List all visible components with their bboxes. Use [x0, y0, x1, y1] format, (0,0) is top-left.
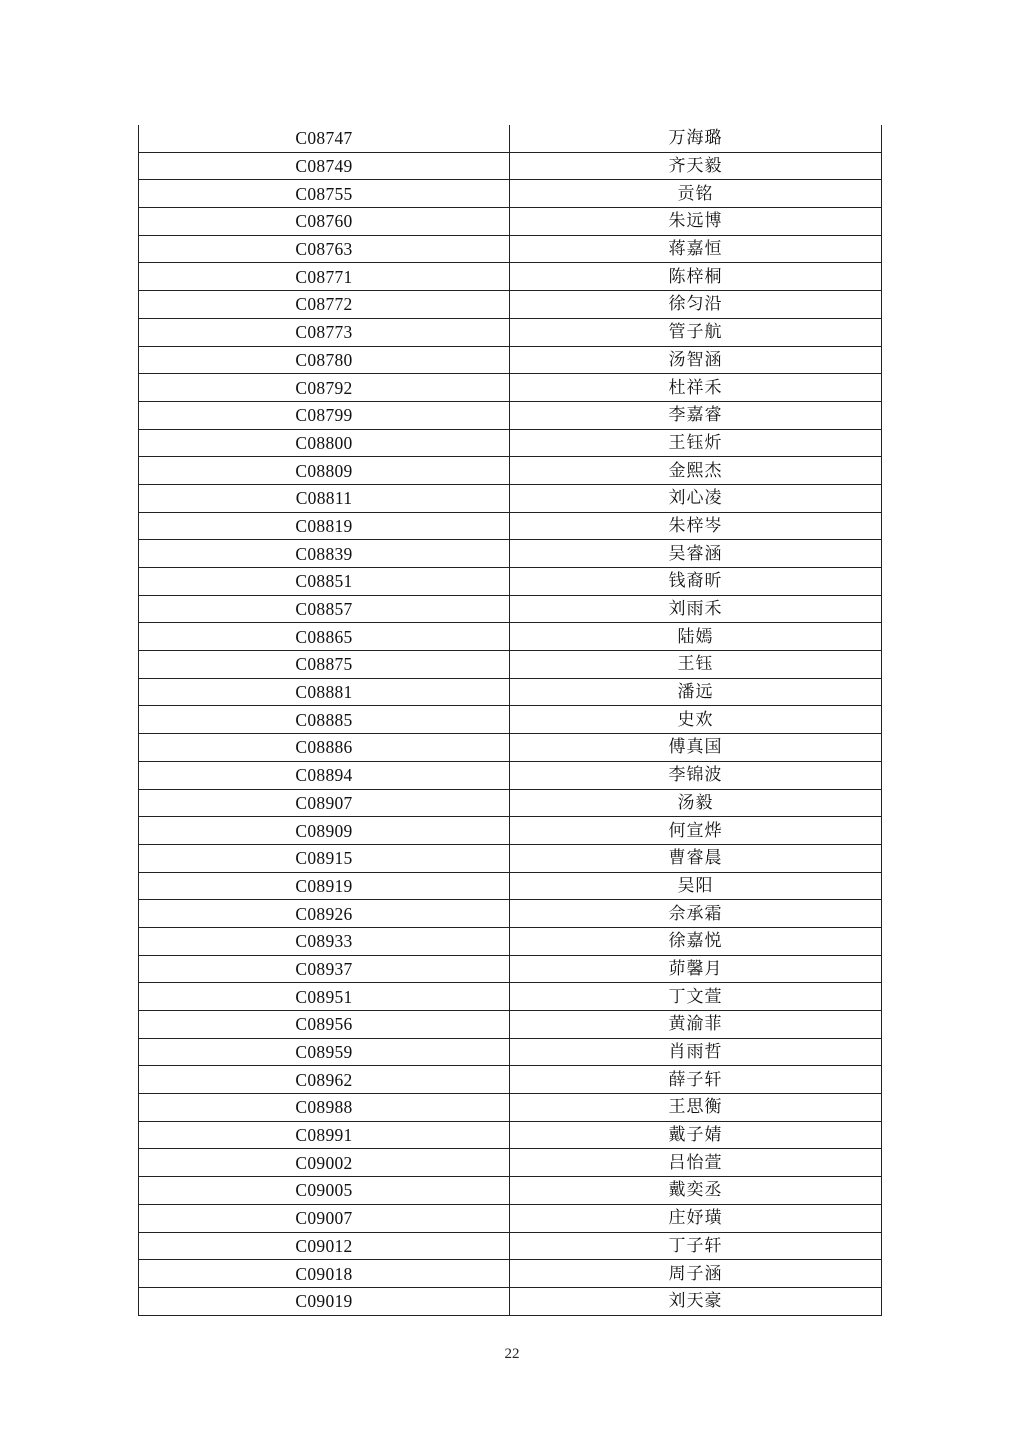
table-row: [139, 318, 882, 346]
student-id-cell: C08991: [139, 1121, 510, 1149]
student-name-cell: 蒋嘉恒: [510, 235, 882, 263]
student-id-cell: C08956: [139, 1011, 510, 1039]
table-row: [139, 540, 882, 568]
student-name-cell: 徐匀沿: [510, 291, 882, 319]
student-name-cell: 茆馨月: [510, 955, 882, 983]
student-id-cell: C08875: [139, 651, 510, 679]
student-id-cell: C09019: [139, 1287, 510, 1315]
student-name-cell: 李嘉睿: [510, 401, 882, 429]
student-name-cell: 万海璐: [510, 125, 882, 152]
student-id-cell: C08763: [139, 235, 510, 263]
student-name-cell: 肖雨哲: [510, 1038, 882, 1066]
student-name-cell: 汤智涵: [510, 346, 882, 374]
student-name-cell: 刘雨禾: [510, 595, 882, 623]
student-id-cell: C08760: [139, 208, 510, 236]
table-row: [139, 1204, 882, 1232]
table-row: [139, 761, 882, 789]
roster-table: [138, 125, 882, 1316]
student-name-cell: 傅真国: [510, 734, 882, 762]
table-row: [139, 955, 882, 983]
student-name-cell: 薛子轩: [510, 1066, 882, 1094]
table-row: [139, 706, 882, 734]
student-id-cell: C09018: [139, 1260, 510, 1288]
student-name-cell: 丁文萱: [510, 983, 882, 1011]
student-id-cell: C08885: [139, 706, 510, 734]
student-id-cell: C08839: [139, 540, 510, 568]
table-row: [139, 180, 882, 208]
student-id-cell: C08780: [139, 346, 510, 374]
student-name-cell: 汤毅: [510, 789, 882, 817]
student-id-cell: C08894: [139, 761, 510, 789]
table-row: [139, 263, 882, 291]
table-row: [139, 623, 882, 651]
roster-table-container: [138, 125, 879, 1316]
student-id-cell: C08865: [139, 623, 510, 651]
student-id-cell: C08811: [139, 484, 510, 512]
student-id-cell: C08962: [139, 1066, 510, 1094]
table-row: [139, 235, 882, 263]
student-name-cell: 戴子婧: [510, 1121, 882, 1149]
student-id-cell: C09005: [139, 1177, 510, 1205]
student-name-cell: 齐天毅: [510, 152, 882, 180]
student-name-cell: 潘远: [510, 678, 882, 706]
student-name-cell: 吴阳: [510, 872, 882, 900]
table-row: [139, 1011, 882, 1039]
table-row: [139, 844, 882, 872]
student-id-cell: C08988: [139, 1094, 510, 1122]
student-name-cell: 何宣烨: [510, 817, 882, 845]
table-row: [139, 872, 882, 900]
student-name-cell: 陆嫣: [510, 623, 882, 651]
table-row: [139, 817, 882, 845]
student-id-cell: C09007: [139, 1204, 510, 1232]
student-id-cell: C08907: [139, 789, 510, 817]
student-id-cell: C08909: [139, 817, 510, 845]
table-row: [139, 1149, 882, 1177]
student-id-cell: C08755: [139, 180, 510, 208]
student-id-cell: C08937: [139, 955, 510, 983]
table-row: [139, 678, 882, 706]
student-id-cell: C08809: [139, 457, 510, 485]
student-name-cell: 贡铭: [510, 180, 882, 208]
student-name-cell: 徐嘉悦: [510, 927, 882, 955]
student-id-cell: C08773: [139, 318, 510, 346]
table-row: [139, 429, 882, 457]
student-name-cell: 曹睿晨: [510, 844, 882, 872]
table-row: [139, 291, 882, 319]
roster-table-body: [139, 125, 882, 1315]
student-id-cell: C08919: [139, 872, 510, 900]
student-name-cell: 佘承霜: [510, 900, 882, 928]
student-name-cell: 钱裔昕: [510, 568, 882, 596]
table-row: [139, 152, 882, 180]
student-id-cell: C09012: [139, 1232, 510, 1260]
table-row: [139, 1121, 882, 1149]
student-id-cell: C08772: [139, 291, 510, 319]
student-name-cell: 杜祥禾: [510, 374, 882, 402]
table-row: [139, 346, 882, 374]
student-id-cell: C08749: [139, 152, 510, 180]
table-row: [139, 1232, 882, 1260]
table-row: [139, 900, 882, 928]
table-row: [139, 1038, 882, 1066]
student-name-cell: 朱远博: [510, 208, 882, 236]
table-row: [139, 1260, 882, 1288]
table-row: [139, 512, 882, 540]
student-id-cell: C08819: [139, 512, 510, 540]
table-row: [139, 457, 882, 485]
table-row: [139, 789, 882, 817]
student-id-cell: C08799: [139, 401, 510, 429]
student-id-cell: C08915: [139, 844, 510, 872]
student-id-cell: C08792: [139, 374, 510, 402]
table-row: [139, 1094, 882, 1122]
student-id-cell: C08851: [139, 568, 510, 596]
student-id-cell: C08857: [139, 595, 510, 623]
student-name-cell: 史欢: [510, 706, 882, 734]
student-name-cell: 刘天豪: [510, 1287, 882, 1315]
student-id-cell: C08881: [139, 678, 510, 706]
student-id-cell: C08886: [139, 734, 510, 762]
student-id-cell: C09002: [139, 1149, 510, 1177]
student-name-cell: 刘心凌: [510, 484, 882, 512]
student-name-cell: 李锦波: [510, 761, 882, 789]
table-row: [139, 595, 882, 623]
student-name-cell: 王思衡: [510, 1094, 882, 1122]
student-name-cell: 丁子轩: [510, 1232, 882, 1260]
table-row: [139, 208, 882, 236]
table-row: [139, 484, 882, 512]
student-name-cell: 庄妤璜: [510, 1204, 882, 1232]
table-row: [139, 1177, 882, 1205]
table-row: [139, 374, 882, 402]
table-row: [139, 983, 882, 1011]
student-name-cell: 管子航: [510, 318, 882, 346]
student-name-cell: 王钰: [510, 651, 882, 679]
page-number: 22: [504, 1346, 520, 1362]
student-name-cell: 周子涵: [510, 1260, 882, 1288]
student-name-cell: 朱梓岑: [510, 512, 882, 540]
student-id-cell: C08747: [139, 125, 510, 152]
student-name-cell: 戴奕丞: [510, 1177, 882, 1205]
table-row: [139, 568, 882, 596]
student-id-cell: C08926: [139, 900, 510, 928]
student-name-cell: 黄渝菲: [510, 1011, 882, 1039]
table-row: [139, 651, 882, 679]
table-row: [139, 1066, 882, 1094]
table-row: [139, 734, 882, 762]
student-id-cell: C08959: [139, 1038, 510, 1066]
student-name-cell: 金熙杰: [510, 457, 882, 485]
student-name-cell: 王钰炘: [510, 429, 882, 457]
student-name-cell: 吴睿涵: [510, 540, 882, 568]
student-name-cell: 吕怡萱: [510, 1149, 882, 1177]
student-id-cell: C08800: [139, 429, 510, 457]
student-name-cell: 陈梓桐: [510, 263, 882, 291]
table-row: [139, 401, 882, 429]
student-id-cell: C08933: [139, 927, 510, 955]
student-id-cell: C08951: [139, 983, 510, 1011]
table-row: [139, 1287, 882, 1315]
table-row: [139, 927, 882, 955]
table-row: [139, 125, 882, 152]
student-id-cell: C08771: [139, 263, 510, 291]
